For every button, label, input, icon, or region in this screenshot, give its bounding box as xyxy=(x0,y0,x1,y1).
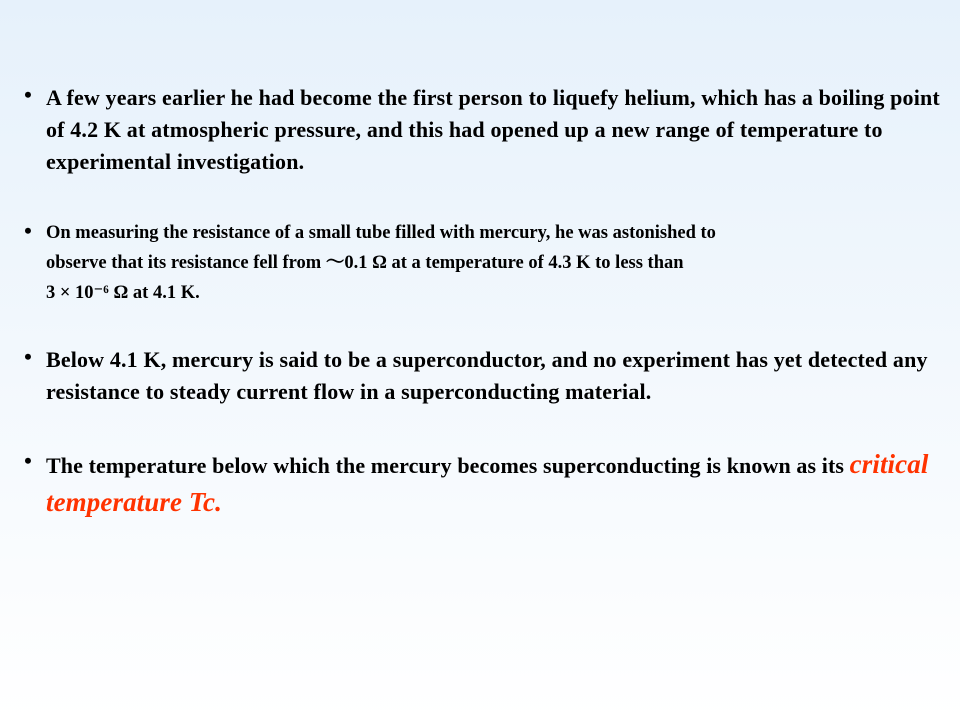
bullet-text-line: observe that its resistance fell from ～0.1 Ω at a temperature of 4.3 K to less than xyxy=(46,253,684,273)
bullet-text xyxy=(46,218,946,308)
bullet-text-line: On measuring the resistance of a small tube filled with mercury, he was astonished to xyxy=(46,223,716,243)
bullet-point-icon: • xyxy=(24,218,32,243)
bullet-point-icon: • xyxy=(24,82,32,107)
bullet-text-line: 3 × 10⁻⁶ Ω at 4.1 K. xyxy=(46,283,200,303)
bullet-text xyxy=(46,446,946,522)
critical-temperature-highlight: critical temperature Tc. xyxy=(46,449,929,517)
bullet-text-lead: The temperature below which the mercury becomes superconducting is known as its xyxy=(46,453,850,478)
bullet-point-icon: • xyxy=(24,448,32,473)
bullet-point-icon: • xyxy=(24,344,32,369)
bullet-text: Below 4.1 K, mercury is said to be a superconductor, and no experiment has yet detected any resistance to steady current flow in a superconducting material. xyxy=(46,347,928,404)
bullet-text: A few years earlier he had become the first person to liquefy helium, which has a boiling point of 4.2 K at atmospheric pressure, and this had opened up a new range of temperature to experimental investigation. xyxy=(46,85,940,174)
